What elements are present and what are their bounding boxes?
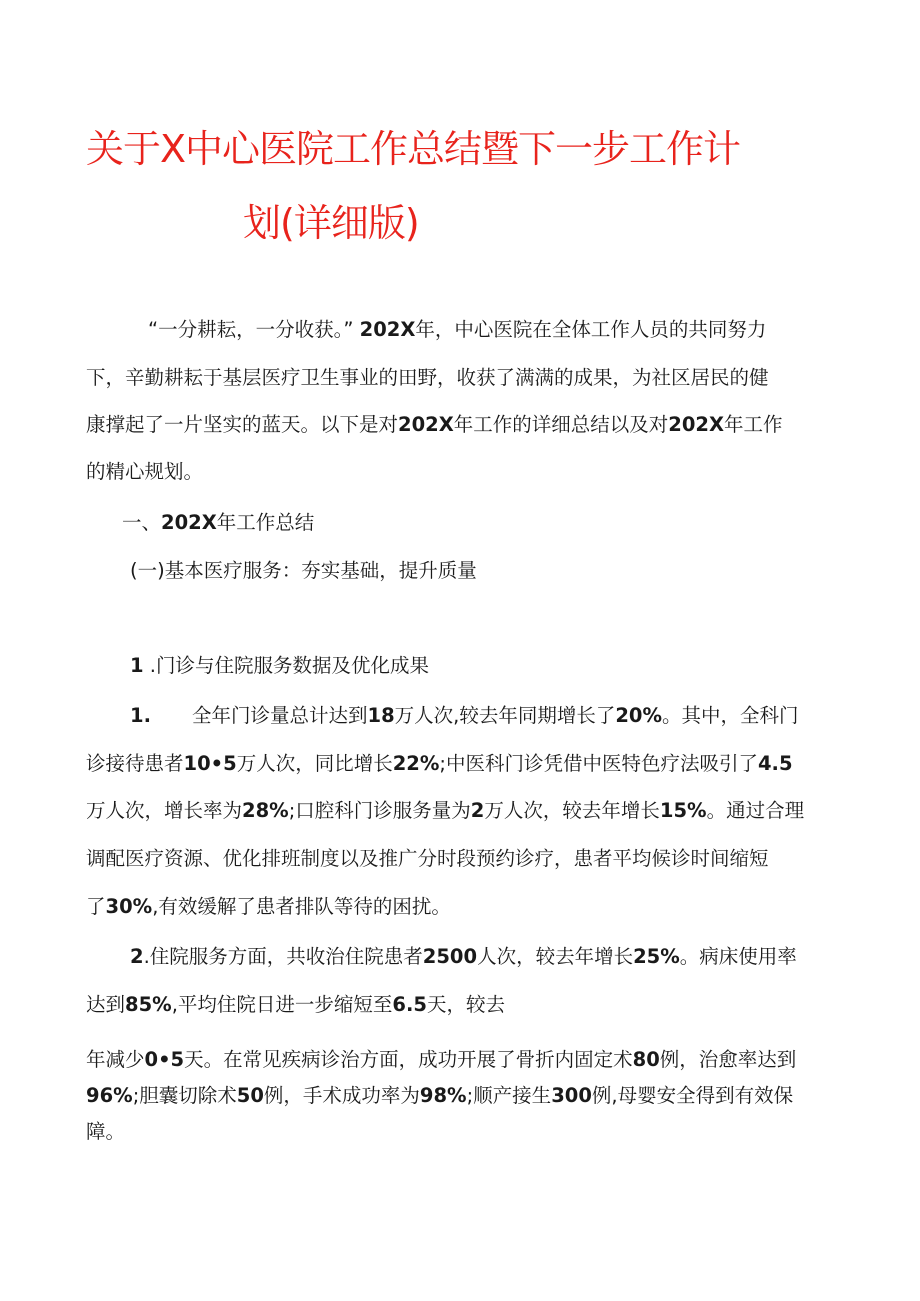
- paragraph-1-line-2: 诊接待患者10•5万人次，同比增长22%;中医科门诊凭借中医特色疗法吸引了4.5: [86, 752, 793, 775]
- intro-line-3: 康撑起了一片坚实的蓝天。以下是对202X年工作的详细总结以及对202X年工作: [86, 413, 783, 436]
- paragraph-1-line-4: 调配医疗资源、优化排班制度以及推广分时段预约诊疗，患者平均候诊时间缩短: [86, 847, 769, 870]
- paragraph-2-line-2: 达到85%,平均住院日进一步缩短至6.5天，较去: [86, 993, 505, 1016]
- document-title-line-1: 关于X中心医院工作总结暨下一步工作计: [86, 127, 741, 171]
- intro-line-1: “一分耕耘，一分收获。” 202X年，中心医院在全体工作人员的共同努力: [148, 318, 767, 341]
- paragraph-1-line-1: 全年门诊量总计达到18万人次,较去年同期增长了20%。其中，全科门: [192, 704, 799, 727]
- document-title-line-2: 划(详细版): [243, 201, 419, 245]
- paragraph-2-line-1: 2.住院服务方面，共收治住院患者2500人次，较去年增长25%。病床使用率: [130, 945, 797, 968]
- paragraph-2-line-4: 96%;胆囊切除术50例，手术成功率为98%;顺产接生300例,母婴安全得到有效保: [86, 1084, 794, 1107]
- subsection-heading: (一)基本医疗服务：夯实基础，提升质量: [130, 559, 477, 582]
- intro-line-2: 下，辛勤耕耘于基层医疗卫生事业的田野，收获了满满的成果，为社区居民的健: [86, 366, 769, 389]
- paragraph-1-line-5: 了30%,有效缓解了患者排队等待的困扰。: [86, 895, 451, 918]
- paragraph-1-number: 1.: [130, 704, 151, 727]
- item-heading: 1 .门诊与住院服务数据及优化成果: [130, 654, 429, 677]
- paragraph-2-line-3: 年减少0•5天。在常见疾病诊治方面，成功开展了骨折内固定术80例，治愈率达到: [86, 1048, 797, 1071]
- paragraph-2-line-5: 障。: [86, 1120, 126, 1143]
- paragraph-1-line-3: 万人次，增长率为28%;口腔科门诊服务量为2万人次，较去年增长15%。通过合理: [86, 799, 805, 822]
- intro-line-4: 的精心规划。: [86, 460, 204, 483]
- section-heading: 一、202X年工作总结: [122, 511, 315, 534]
